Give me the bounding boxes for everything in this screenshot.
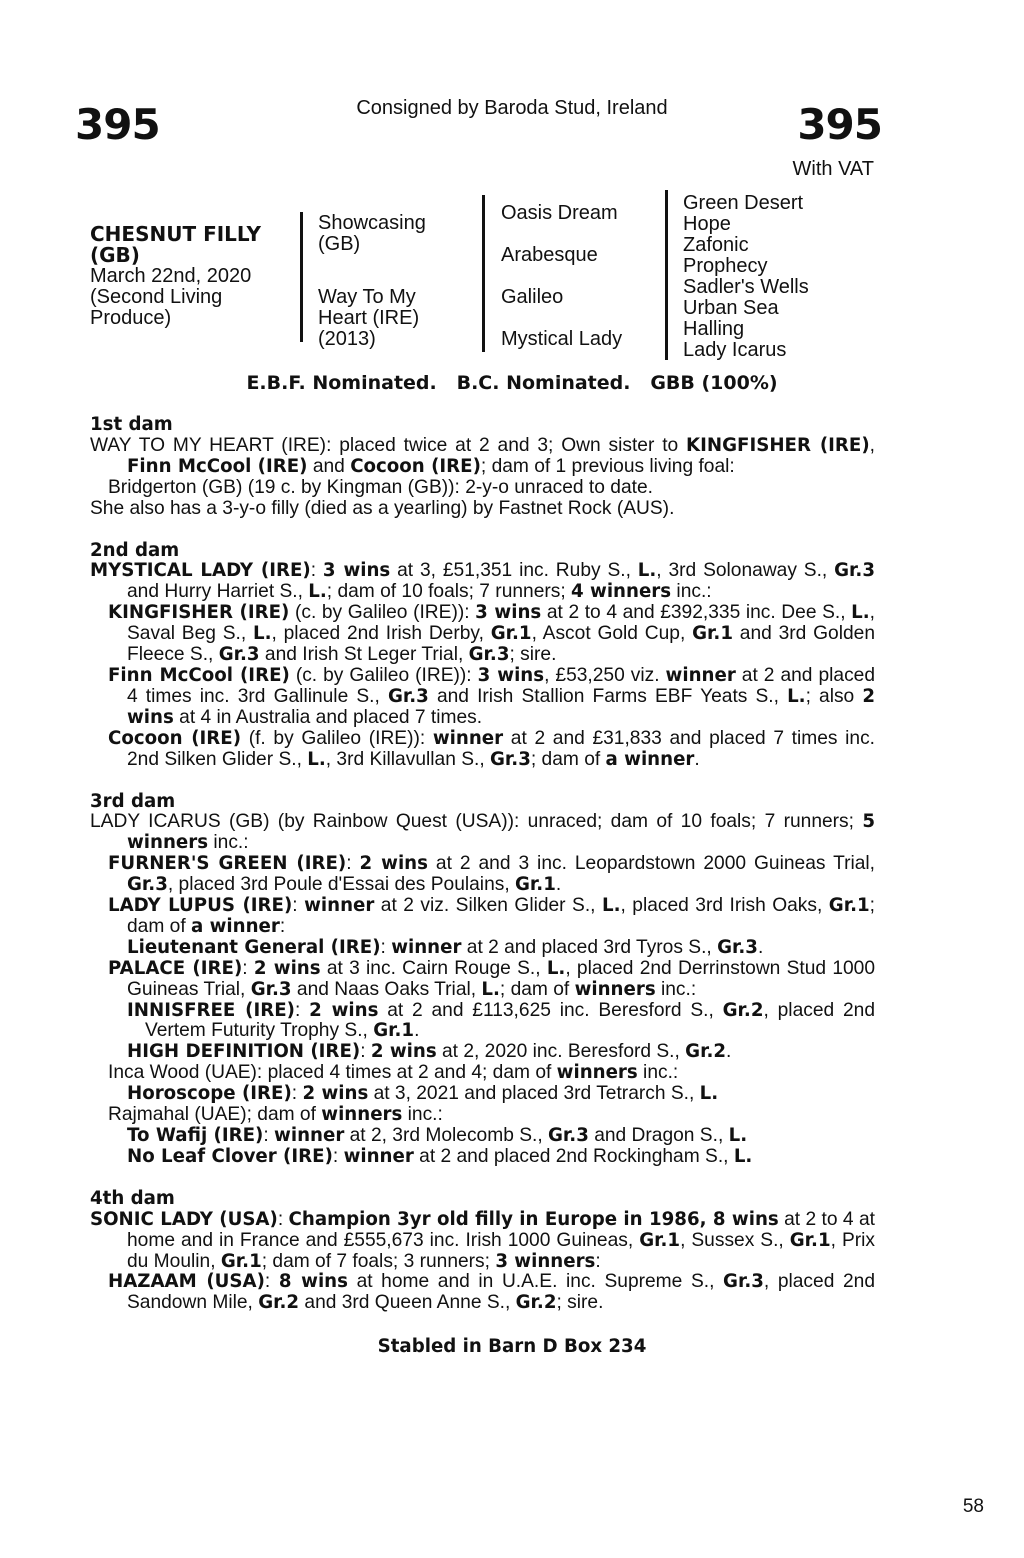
second-dam-cocoon: Cocoon (IRE) (f. by Galileo (IRE)): winner at 2 and £31,833 and placed 7 times inc. 2nd Silken Glider S., L., 3rd Killavullan S., Gr.3; dam of a winner.	[108, 727, 876, 770]
lot-number-left: 395	[75, 100, 160, 149]
page-number: 58	[962, 1496, 984, 1517]
first-dam-text: WAY TO MY HEART (IRE): placed twice at 2 and 3; Own sister to KINGFISHER (IRE), Finn McCool (IRE) and Cocoon (IRE); dam of 1 previous living foal:	[90, 434, 875, 477]
pedigree-bracket-2	[482, 195, 485, 352]
first-dam-heading: 1st dam	[90, 414, 173, 435]
great-grandparents	[683, 193, 809, 361]
ggp-1: Hope	[683, 213, 731, 235]
horse-name-line2: (GB)	[90, 243, 140, 267]
first-dam-note: She also has a 3-y-o filly (died as a yearling) by Fastnet Rock (AUS).	[90, 497, 675, 519]
third-dam-towafij: To Wafij (IRE): winner at 2, 3rd Molecomb S., Gr.3 and Dragon S., L.	[127, 1125, 748, 1146]
horse-note-line1: (Second Living	[90, 286, 223, 308]
ggp-0: Green Desert	[683, 192, 804, 214]
vat-note: With VAT	[792, 158, 874, 180]
third-dam-lupus: LADY LUPUS (IRE): winner at 2 viz. Silken Glider S., L., placed 3rd Irish Oaks, Gr.1; dam of a winner:	[108, 895, 876, 937]
third-dam-horoscope: Horoscope (IRE): 2 wins at 3, 2021 and placed 3rd Tetrarch S., L.	[127, 1083, 719, 1105]
sire-line2: (GB)	[318, 233, 361, 255]
ggp-3: Prophecy	[683, 255, 768, 277]
pedigree-sire	[318, 213, 426, 255]
dam-line2: Heart (IRE)	[318, 307, 420, 329]
grandparent-1: Arabesque	[501, 244, 598, 266]
ggp-6: Halling	[683, 318, 745, 340]
ggp-5: Urban Sea	[683, 297, 779, 319]
third-dam-innisfree: INNISFREE (IRE): 2 wins at 2 and £113,625 inc. Beresford S., Gr.2, placed 2nd Vertem Futurity Trophy S., Gr.1.	[127, 999, 875, 1042]
pedigree-bracket-1	[300, 212, 303, 342]
horse-info	[90, 224, 261, 329]
fourth-dam-main: SONIC LADY (USA): Champion 3yr old filly in Europe in 1986, 8 wins at 2 to 4 at home and in France and £555,673 inc. Irish 1000 Guineas, Gr.1, Sussex S., Gr.1, Prix du Moulin, Gr.1; dam of 7 foals; 3 runners; 3 winners:	[90, 1208, 875, 1272]
second-dam-main: MYSTICAL LADY (IRE): 3 wins at 3, £51,351 inc. Ruby S., L., 3rd Solonaway S., Gr.3 and Hurry Harriet S., L.; dam of 10 foals; 7 runners; 4 winners inc.:	[90, 560, 875, 603]
consignor: Consigned by Baroda Stud, Ireland	[356, 97, 668, 119]
horse-foaled: March 22nd, 2020	[90, 265, 252, 287]
third-dam-main: LADY ICARUS (GB) (by Rainbow Quest (USA)): unraced; dam of 10 foals; 7 runners; 5 winners inc.:	[90, 811, 875, 854]
horse-name-line1: CHESNUT FILLY	[90, 222, 262, 246]
pedigree-dam	[318, 287, 419, 350]
fourth-dam-hazaam: HAZAAM (USA): 8 wins at home and in U.A.E. inc. Supreme S., Gr.3, placed 2nd Sandown Mile, Gr.2 and 3rd Queen Anne S., Gr.2; sire.	[108, 1271, 875, 1314]
third-dam-noleaf: No Leaf Clover (IRE): winner at 2 and placed 2nd Rockingham S., L.	[127, 1145, 753, 1167]
third-dam-rajmahal: Rajmahal (UAE); dam of winners inc.:	[108, 1104, 443, 1126]
second-dam-heading: 2nd dam	[90, 539, 180, 561]
fourth-dam-heading: 4th dam	[90, 1187, 175, 1209]
pedigree-bracket-3	[665, 190, 668, 360]
third-dam-furners: FURNER'S GREEN (IRE): 2 wins at 2 and 3 inc. Leopardstown 2000 Guineas Trial, Gr.3, placed 3rd Poule d'Essai des Poulains, Gr.1.	[108, 853, 875, 896]
second-dam-kingfisher: KINGFISHER (IRE) (c. by Galileo (IRE)): 3 wins at 2 to 4 and £392,335 inc. Dee S., L., Saval Beg S., L., placed 2nd Irish Derby, Gr.1, Ascot Gold Cup, Gr.1 and 3rd Golden Fleece S., Gr.3 and Irish St Leger Trial, Gr.3; sire.	[108, 602, 876, 666]
third-dam-highdef: HIGH DEFINITION (IRE): 2 wins at 2, 2020 inc. Beresford S., Gr.2.	[127, 1041, 732, 1063]
grandparent-3: Mystical Lady	[501, 328, 623, 350]
third-dam-heading: 3rd dam	[90, 790, 176, 812]
dam-line3: (2013)	[318, 328, 376, 350]
ggp-2: Zafonic	[683, 234, 749, 256]
grandparent-2: Galileo	[501, 286, 564, 308]
nominations: E.B.F. Nominated. B.C. Nominated. GBB (100%)	[246, 372, 778, 394]
horse-note-line2: Produce)	[90, 307, 172, 329]
ggp-7: Lady Icarus	[683, 339, 787, 361]
lot-number-right: 395	[797, 100, 882, 149]
second-dam-finn: Finn McCool (IRE) (c. by Galileo (IRE)): 3 wins, £53,250 viz. winner at 2 and placed 4 times inc. 3rd Gallinule S., Gr.3 and Irish Stallion Farms EBF Yeats S., L.; also 2 wins at 4 in Australia and placed 7 times.	[108, 664, 876, 728]
third-dam-lieutenant: Lieutenant General (IRE): winner at 2 and placed 3rd Tyros S., Gr.3.	[127, 936, 764, 958]
grandparent-0: Oasis Dream	[501, 202, 618, 224]
stabled-location: Stabled in Barn D Box 234	[377, 1336, 647, 1357]
third-dam-palace: PALACE (IRE): 2 wins at 3 inc. Cairn Rouge S., L., placed 2nd Derrinstown Stud 1000 Guineas Trial, Gr.3 and Naas Oaks Trial, L.; dam of winners inc.:	[108, 957, 876, 1000]
first-dam-foal: Bridgerton (GB) (19 c. by Kingman (GB)): 2-y-o unraced to date.	[108, 476, 653, 498]
dam-line1: Way To My	[318, 286, 416, 308]
catalogue-body	[90, 415, 875, 1314]
third-dam-inca: Inca Wood (UAE): placed 4 times at 2 and 4; dam of winners inc.:	[108, 1062, 679, 1084]
ggp-4: Sadler's Wells	[683, 276, 809, 298]
sire-line1: Showcasing	[318, 212, 426, 234]
